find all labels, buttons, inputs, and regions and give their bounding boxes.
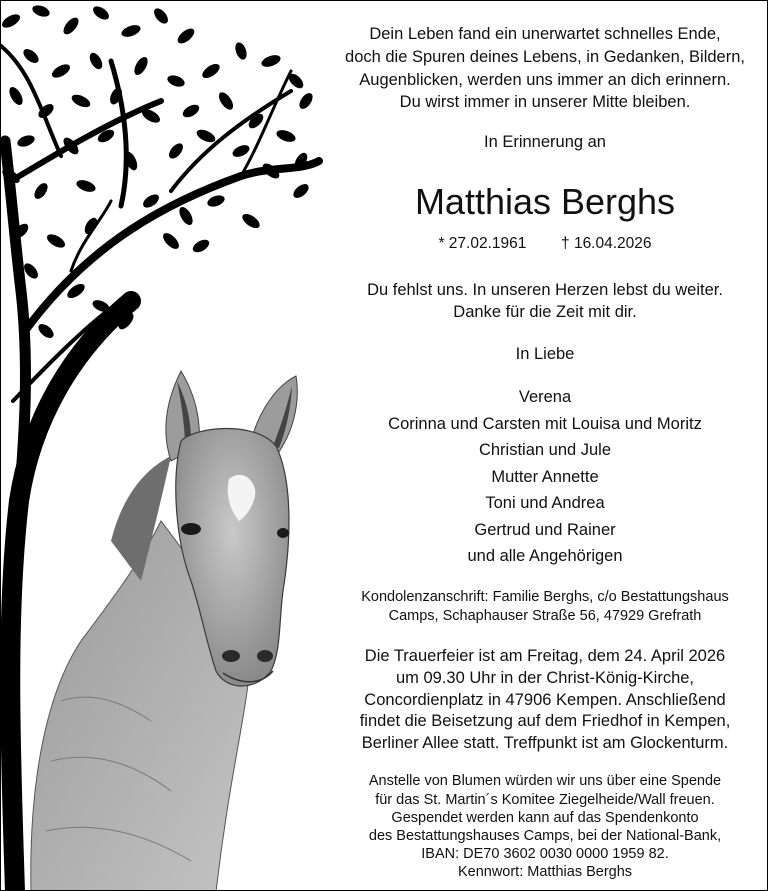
poem-line: Dein Leben fand ein unerwartet schnelles Ende, (369, 25, 721, 43)
funeral-info-line: findet die Beisetzung auf dem Friedhof in Kempen, (359, 712, 731, 730)
deceased-name: Matthias Berghs (414, 181, 676, 222)
mourner: Gertrud und Rainer (474, 521, 616, 539)
donation-info-line: Kennwort: Matthias Berghs (457, 864, 633, 880)
birth-date: * 27.02.1961 (438, 235, 527, 252)
foal-drawing (31, 371, 298, 891)
mourner: Christian und Jule (478, 441, 612, 459)
funeral-info-line: Concordienplatz in 47906 Kempen. Anschließend (364, 691, 726, 709)
mourner: Verena (518, 388, 572, 406)
memory-intro: In Erinnerung an (483, 133, 606, 151)
mourner: Toni und Andrea (485, 494, 605, 512)
message-line: Du fehlst uns. In unseren Herzen lebst du weiter. (367, 281, 723, 299)
death-date: † 16.04.2026 (561, 235, 652, 252)
donation-info-line: Gespendet werden kann auf das Spendenkonto (391, 810, 699, 826)
poem-line: Augenblicken, werden uns immer an dich erinnern. (359, 71, 731, 89)
mourner: und alle Angehörigen (467, 547, 623, 565)
donation-info-line: für das St. Martin´s Komitee Ziegelheide/Wall freuen. (375, 792, 715, 808)
in-love: In Liebe (515, 345, 575, 363)
message-line: Danke für die Zeit mit dir. (453, 303, 637, 321)
tree-and-foal-illustration (1, 1, 341, 891)
funeral-info-line: um 09.30 Uhr in der Christ-König-Kirche, (395, 669, 695, 687)
donation-info-line: Anstelle von Blumen würden wir uns über eine Spende (368, 773, 722, 789)
mourner: Mutter Annette (491, 468, 599, 486)
donation-info-line: IBAN: DE70 3602 0030 0000 1959 82. (421, 846, 669, 862)
donation-info-line: des Bestattungshauses Camps, bei der National-Bank, (368, 828, 722, 844)
poem-line: doch die Spuren deines Lebens, in Gedanken, Bildern, (345, 48, 745, 66)
life-dates (333, 235, 757, 253)
funeral-info-line: Die Trauerfeier ist am Freitag, dem 24. April 2026 (364, 647, 726, 665)
mourner: Corinna und Carsten mit Louisa und Moritz (388, 415, 702, 433)
funeral-info-line: Berliner Allee statt. Treffpunkt ist am Glockenturm. (361, 734, 729, 752)
condolence-address-line: Kondolenzanschrift: Familie Berghs, c/o Bestattungshaus (361, 589, 729, 605)
condolence-address-line: Camps, Schaphauser Straße 56, 47929 Grefrath (388, 608, 702, 624)
poem-line: Du wirst immer in unserer Mitte bleiben. (399, 93, 691, 111)
